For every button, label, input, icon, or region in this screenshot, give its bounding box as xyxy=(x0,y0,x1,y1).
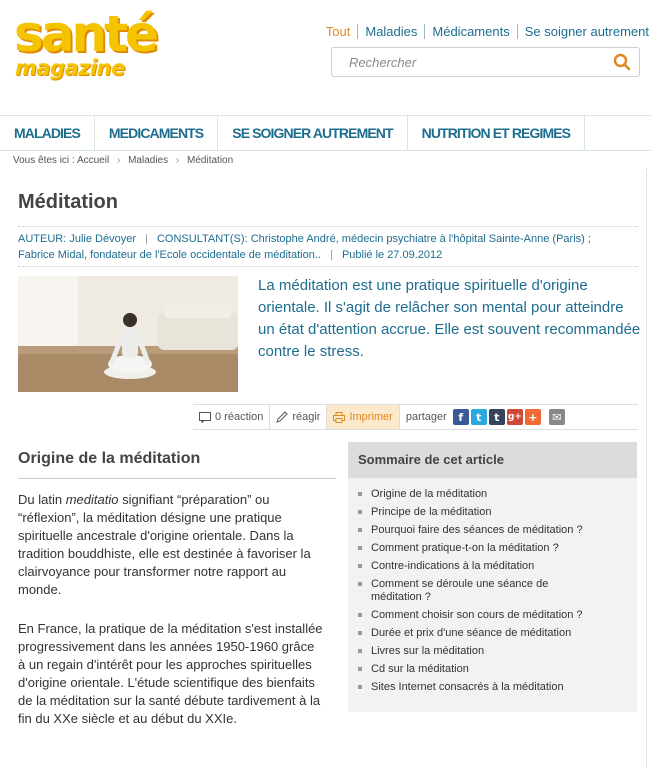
logo-wordmark: santé xyxy=(14,5,156,63)
breadcrumb xyxy=(13,155,233,166)
section-paragraph-1 xyxy=(18,491,323,599)
summary-item[interactable]: Livres sur la méditation xyxy=(358,645,637,658)
consultant-label: CONSULTANT(S): xyxy=(156,233,248,245)
summary-item[interactable]: Pourquoi faire des séances de méditation ? xyxy=(358,524,637,537)
react-button[interactable] xyxy=(270,405,327,429)
article-meta xyxy=(18,231,638,263)
print-label: Imprimer xyxy=(349,411,393,423)
printer-icon xyxy=(333,412,345,423)
summary-list xyxy=(348,478,637,694)
nav-nutrition-et-regimes[interactable]: NUTRITION ET REGIMES xyxy=(408,116,585,150)
author-link[interactable]: Julie Dévoyer xyxy=(69,233,136,245)
consultant-1: Christophe André, médecin psychiatre à l'hôpital Sainte-Anne (Paris) ; xyxy=(250,233,591,245)
author-label: AUTEUR: xyxy=(18,233,67,245)
summary-item[interactable]: Cd sur la méditation xyxy=(358,663,637,676)
summary-item[interactable]: Principe de la méditation xyxy=(358,506,637,519)
summary-item[interactable]: Durée et prix d'une séance de méditation xyxy=(358,627,637,640)
summary-item[interactable]: Sites Internet consacrés à la méditation xyxy=(358,681,637,694)
page-title: Méditation xyxy=(18,191,118,213)
para1-post: signifiant “préparation” ou “réflexion”, la méditation désigne une pratique spirituelle ancestrale d'origine orientale. Dans la tradition bouddhiste, elle est destinée à favoriser la clairvoyance pour transformer notre rapport au monde. xyxy=(18,492,311,597)
top-filter-links xyxy=(319,24,649,39)
breadcrumb-prefix: Vous êtes ici : xyxy=(13,155,75,166)
meta-separator: | xyxy=(145,233,148,245)
react-label: réagir xyxy=(292,411,321,423)
title-divider xyxy=(18,226,638,227)
main-navigation xyxy=(0,115,651,151)
pencil-icon xyxy=(276,411,288,423)
breadcrumb-separator-icon: › xyxy=(116,155,121,166)
article-image xyxy=(18,276,238,392)
reactions-count-button[interactable] xyxy=(193,405,270,429)
nav-medicaments[interactable]: MEDICAMENTS xyxy=(95,116,218,150)
logo-subtitle: magazine xyxy=(15,56,125,80)
summary-item[interactable]: Contre-indications à la méditation xyxy=(358,560,637,573)
reactions-count: 0 réaction xyxy=(215,411,264,423)
site-logo[interactable] xyxy=(14,6,194,86)
share-group xyxy=(400,405,453,429)
toplink-tout[interactable]: Tout xyxy=(325,24,351,39)
summary-item[interactable]: Comment pratique-t-on la méditation ? xyxy=(358,542,637,555)
column-divider xyxy=(646,168,647,768)
summary-item[interactable]: Comment choisir son cours de méditation ? xyxy=(358,609,637,622)
section-title: Origine de la méditation xyxy=(18,450,201,467)
article-intro: La méditation est une pratique spirituelle d'origine orientale. Il s'agit de relâcher son mental pour atteindre un état d'attention accrue. Elle est souvent recommandée contre le stress. xyxy=(258,277,641,360)
toplink-medicaments[interactable]: Médicaments xyxy=(424,24,516,39)
meta-divider xyxy=(18,266,638,267)
summary-item[interactable]: Origine de la méditation xyxy=(358,488,637,501)
breadcrumb-separator-icon: › xyxy=(175,155,180,166)
para1-emphasis: meditatio xyxy=(65,492,119,507)
article-summary xyxy=(348,442,637,712)
share-toolbar xyxy=(193,404,638,430)
para1-pre: Du latin xyxy=(18,492,66,507)
section-paragraph-2: En France, la pratique de la méditation s'est installée progressivement dans les années 1950-1960 grâce à un regain d'intérêt pour les approches spirituelles d'origine orientale. L'étude scientifique des bienfaits de la méditation sur la santé débute tardivement à la fin du XXe siècle et au début du XXIe. xyxy=(18,621,323,726)
social-buttons xyxy=(453,409,565,425)
tumblr-icon[interactable]: t xyxy=(489,409,505,425)
breadcrumb-accueil[interactable]: Accueil xyxy=(76,155,110,166)
summary-item[interactable]: Comment se déroule une séance de méditation ? xyxy=(358,578,571,604)
publish-date: Publié le 27.09.2012 xyxy=(341,249,443,261)
google-plus-icon[interactable]: g+ xyxy=(507,409,523,425)
plus-icon[interactable]: + xyxy=(525,409,541,425)
nav-se-soigner-autrement[interactable]: SE SOIGNER AUTREMENT xyxy=(218,116,407,150)
comment-icon xyxy=(199,412,211,423)
breadcrumb-current: Méditation xyxy=(187,155,234,166)
summary-title: Sommaire de cet article xyxy=(348,442,637,478)
email-icon[interactable]: ✉ xyxy=(549,409,565,425)
search-box xyxy=(331,47,640,77)
facebook-icon[interactable]: f xyxy=(453,409,469,425)
breadcrumb-maladies[interactable]: Maladies xyxy=(128,155,169,166)
search-input[interactable] xyxy=(332,48,619,76)
toplink-se-soigner-autrement[interactable]: Se soigner autrement xyxy=(517,24,649,39)
toplink-maladies[interactable]: Maladies xyxy=(357,24,424,39)
share-label: partager xyxy=(405,411,447,423)
twitter-icon[interactable]: t xyxy=(471,409,487,425)
print-button[interactable] xyxy=(327,405,399,429)
search-icon[interactable] xyxy=(613,53,631,71)
nav-maladies[interactable]: MALADIES xyxy=(0,116,95,150)
section-divider xyxy=(18,478,336,479)
meta-separator: | xyxy=(330,249,333,261)
consultant-2: Fabrice Midal, fondateur de l'Ecole occidentale de méditation.. xyxy=(18,249,321,261)
